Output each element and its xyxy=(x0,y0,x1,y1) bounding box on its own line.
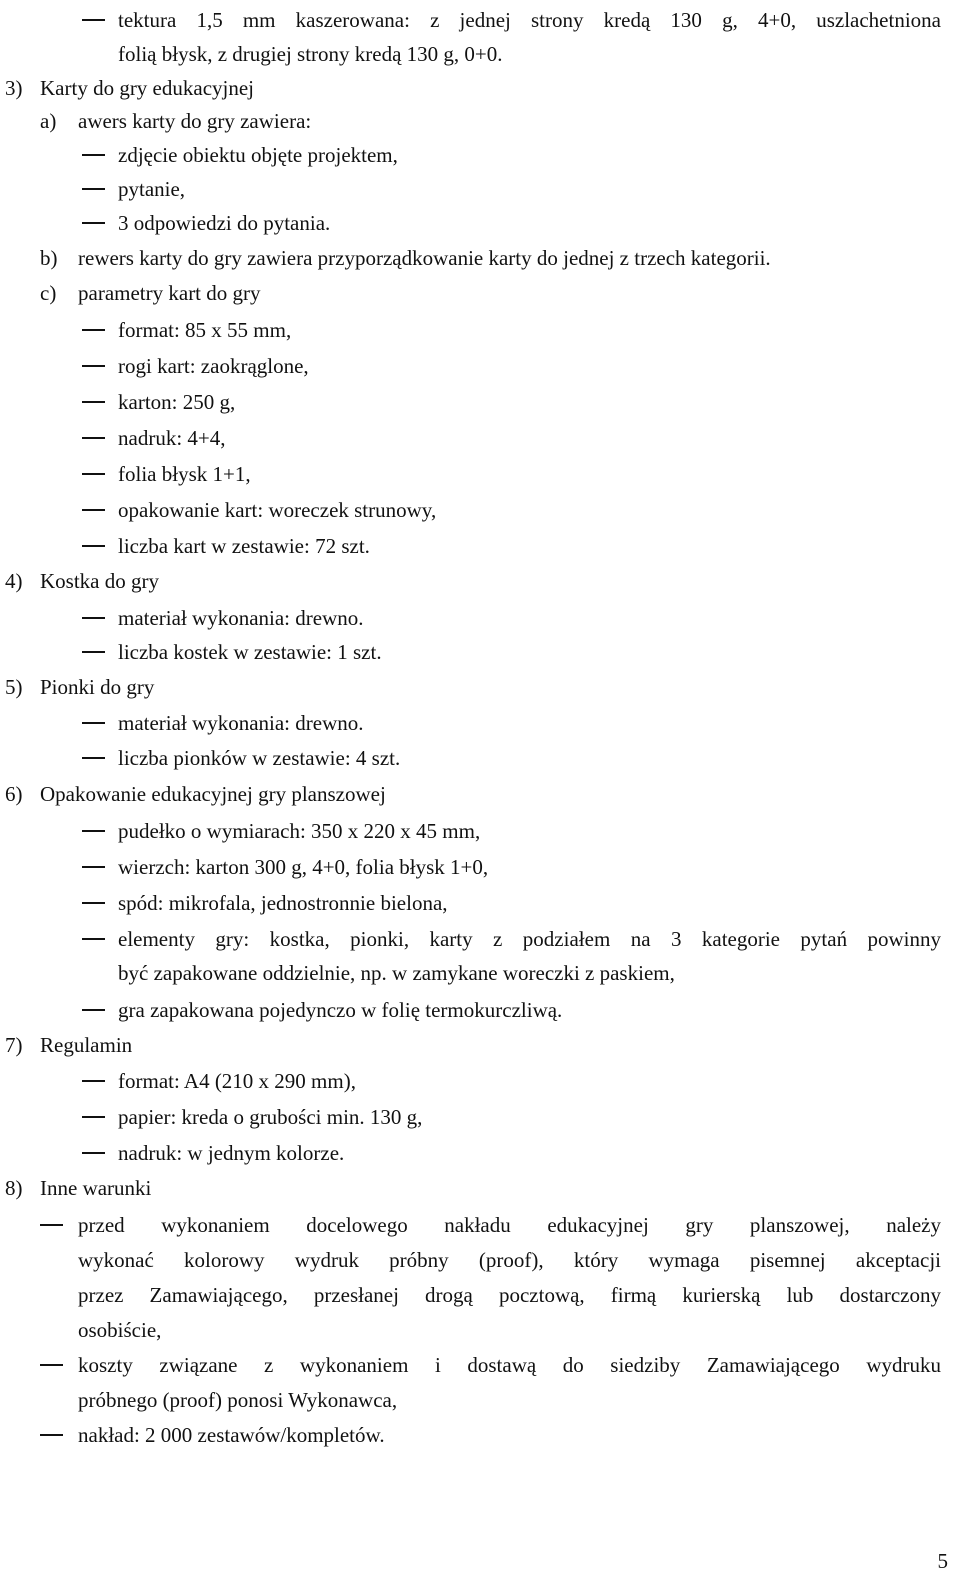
dash-bullet xyxy=(82,757,105,759)
dash-bullet xyxy=(82,866,105,868)
section-number: 4) xyxy=(5,569,23,593)
dash-bullet xyxy=(82,222,105,224)
list-item-text: materiał wykonania: drewno. xyxy=(118,606,364,630)
section-title: Regulamin xyxy=(40,1033,133,1057)
list-item-text: koszty związane z wykonaniem i dostawą do siedziby Zamawiającego wydruku xyxy=(78,1353,941,1377)
list-item-text: liczba pionków w zestawie: 4 szt. xyxy=(118,746,401,770)
dash-bullet xyxy=(82,938,105,940)
list-item-text: pytanie, xyxy=(118,177,186,201)
section-title: Inne warunki xyxy=(40,1176,152,1200)
dash-bullet xyxy=(82,1080,105,1082)
dash-bullet xyxy=(82,401,105,403)
list-item-text: nakład: 2 000 zestawów/kompletów. xyxy=(78,1423,385,1447)
list-item-text: materiał wykonania: drewno. xyxy=(118,711,364,735)
section-number: 3) xyxy=(5,76,23,100)
section-title: Opakowanie edukacyjnej gry planszowej xyxy=(40,782,386,806)
dash-bullet xyxy=(82,722,105,724)
list-item-text: nadruk: 4+4, xyxy=(118,426,226,450)
subsection-title: rewers karty do gry zawiera przyporządkowanie karty do jednej z trzech kategorii. xyxy=(78,246,771,270)
list-item-text: opakowanie kart: woreczek strunowy, xyxy=(118,498,437,522)
list-item-text: spód: mikrofala, jednostronnie bielona, xyxy=(118,891,448,915)
list-item-text: karton: 250 g, xyxy=(118,390,236,414)
subsection-letter: a) xyxy=(40,109,57,133)
list-item-text: tektura 1,5 mm kaszerowana: z jednej strony kredą 130 g, 4+0, uszlachetniona xyxy=(118,8,941,32)
dash-bullet xyxy=(40,1434,63,1436)
list-item-text: format: 85 x 55 mm, xyxy=(118,318,292,342)
dash-bullet xyxy=(82,902,105,904)
section-title: Pionki do gry xyxy=(40,675,155,699)
subsection-title: awers karty do gry zawiera: xyxy=(78,109,312,133)
section-title: Kostka do gry xyxy=(40,569,159,593)
dash-bullet xyxy=(82,1152,105,1154)
dash-bullet xyxy=(40,1364,63,1366)
list-item-text: folia błysk 1+1, xyxy=(118,462,251,486)
list-item-text: przed wykonaniem docelowego nakładu edukacyjnej gry planszowej, należy xyxy=(78,1213,941,1237)
dash-bullet xyxy=(40,1224,63,1226)
list-item-text: liczba kart w zestawie: 72 szt. xyxy=(118,534,370,558)
dash-bullet xyxy=(82,154,105,156)
list-item-text: papier: kreda o grubości min. 130 g, xyxy=(118,1105,423,1129)
dash-bullet xyxy=(82,651,105,653)
dash-bullet xyxy=(82,617,105,619)
dash-bullet xyxy=(82,1009,105,1011)
dash-bullet xyxy=(82,509,105,511)
section-number: 5) xyxy=(5,675,23,699)
dash-bullet xyxy=(82,365,105,367)
page-number: 5 xyxy=(937,1549,948,1573)
list-item-text: folią błysk, z drugiej strony kredą 130 g, 0+0. xyxy=(118,42,503,66)
dash-bullet xyxy=(82,473,105,475)
list-item-text: przez Zamawiającego, przesłanej drogą pocztową, firmą kurierską lub dostarczony xyxy=(78,1283,941,1307)
dash-bullet xyxy=(82,437,105,439)
subsection-letter: b) xyxy=(40,246,58,270)
list-item-text: gra zapakowana pojedynczo w folię termokurczliwą. xyxy=(118,998,563,1022)
dash-bullet xyxy=(82,329,105,331)
dash-bullet xyxy=(82,545,105,547)
list-item-text: elementy gry: kostka, pionki, karty z podziałem na 3 kategorie pytań powinny xyxy=(118,927,941,951)
list-item-text: liczba kostek w zestawie: 1 szt. xyxy=(118,640,382,664)
dash-bullet xyxy=(82,19,105,21)
list-item-text: 3 odpowiedzi do pytania. xyxy=(118,211,331,235)
dash-bullet xyxy=(82,830,105,832)
list-item-text: być zapakowane oddzielnie, np. w zamykane woreczki z paskiem, xyxy=(118,961,675,985)
section-number: 6) xyxy=(5,782,23,806)
list-item-text: rogi kart: zaokrąglone, xyxy=(118,354,309,378)
list-item-text: format: A4 (210 x 290 mm), xyxy=(118,1069,356,1093)
subsection-title: parametry kart do gry xyxy=(78,281,261,305)
list-item-text: pudełko o wymiarach: 350 x 220 x 45 mm, xyxy=(118,819,481,843)
dash-bullet xyxy=(82,188,105,190)
section-number: 8) xyxy=(5,1176,23,1200)
dash-bullet xyxy=(82,1116,105,1118)
section-number: 7) xyxy=(5,1033,23,1057)
subsection-letter: c) xyxy=(40,281,57,305)
list-item-text: próbnego (proof) ponosi Wykonawca, xyxy=(78,1388,398,1412)
section-title: Karty do gry edukacyjnej xyxy=(40,76,255,100)
list-item-text: wierzch: karton 300 g, 4+0, folia błysk 1+0, xyxy=(118,855,489,879)
list-item-text: osobiście, xyxy=(78,1318,162,1342)
list-item-text: wykonać kolorowy wydruk próbny (proof), który wymaga pisemnej akceptacji xyxy=(78,1248,941,1272)
list-item-text: nadruk: w jednym kolorze. xyxy=(118,1141,345,1165)
list-item-text: zdjęcie obiektu objęte projektem, xyxy=(118,143,398,167)
